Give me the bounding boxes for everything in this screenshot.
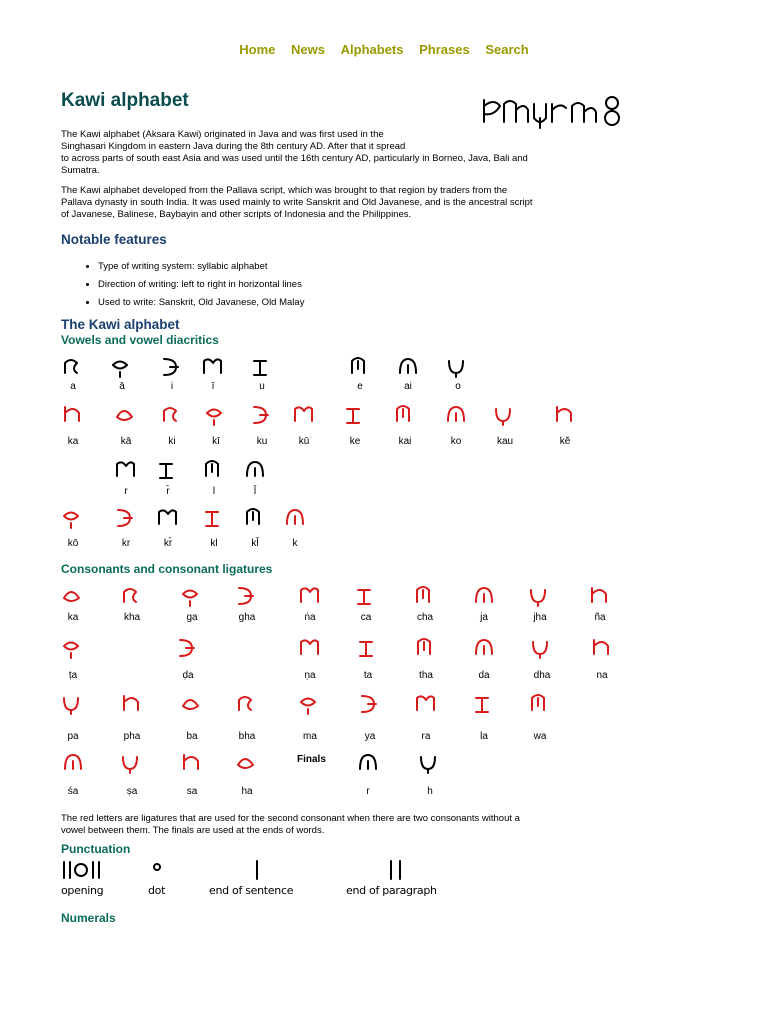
vowel-row3-label: r̄ <box>166 486 170 497</box>
vowel-row4-glyph <box>243 506 267 530</box>
vowel-row1-glyph <box>201 355 225 379</box>
cons-row3-glyph <box>414 692 438 716</box>
vowel-row4-label: kr̄ <box>163 538 173 549</box>
punct-opening-glyph <box>61 858 103 882</box>
alphabet-heading: The Kawi alphabet <box>61 317 180 332</box>
cons-row4-label: śa <box>67 786 79 797</box>
vowel-row3-label: l <box>212 486 216 497</box>
vowel-row3-glyph <box>243 458 267 482</box>
nav-home-link[interactable]: Home <box>239 42 276 57</box>
cons-row3-label: ba <box>186 731 198 742</box>
vowel-row4-glyph <box>114 506 138 530</box>
finals-row-label: h <box>427 786 433 797</box>
vowel-row1-glyph <box>110 355 134 379</box>
cons-row2-label: da <box>478 670 490 681</box>
vowel-row1-label: e <box>357 381 363 392</box>
cons-row3-glyph <box>528 692 552 716</box>
finals-row-label: r <box>366 786 370 797</box>
intro-p2-line: Pallava dynasty in south India. It was used mainly to write Sanskrit and Old Javanese, and is the ancestral script <box>61 197 533 208</box>
vowel-row3-label: r <box>124 486 128 497</box>
vowel-row3-glyph <box>114 458 138 482</box>
cons-row1-label: ga <box>186 612 198 623</box>
intro-p1-line: The Kawi alphabet (Aksara Kawi) originated in Java and was first used in the <box>61 129 384 140</box>
vowel-row2-label: ki <box>168 436 176 447</box>
punct-end-paragraph-glyph <box>387 858 405 882</box>
cons-row2-glyph <box>298 636 322 660</box>
cons-row2-label: ṇa <box>304 670 316 681</box>
intro-p1-line: Sumatra. <box>61 165 100 176</box>
cons-row2-label: tha <box>419 670 433 681</box>
cons-row1-label: kha <box>123 612 141 623</box>
cons-row3-label: pha <box>123 731 141 742</box>
vowel-row2-label: ku <box>256 436 268 447</box>
vowel-row4-glyph <box>156 506 180 530</box>
cons-row1-glyph <box>354 584 378 608</box>
vowel-row1-label: i <box>170 381 174 392</box>
cons-row2-glyph <box>356 636 380 660</box>
vowel-row1-glyph <box>160 355 184 379</box>
cons-row1-label: ca <box>360 612 372 623</box>
cons-row1-label: cha <box>416 612 434 623</box>
intro-paragraph-1 <box>61 129 621 177</box>
cons-row2-glyph <box>590 636 614 660</box>
vowel-row2-glyph <box>250 403 274 427</box>
punct-dot-glyph <box>150 860 164 874</box>
cons-row2-label: ta <box>363 670 373 681</box>
cons-row2-label: ḍa <box>182 670 194 681</box>
intro-p2-line: The Kawi alphabet developed from the Pallava script, which was brought to that region by traders from the <box>61 185 508 196</box>
vowel-row2-label: ka <box>67 436 79 447</box>
vowel-row4-glyph <box>61 506 85 530</box>
cons-row2-glyph <box>176 636 200 660</box>
cons-row4-glyph <box>180 751 204 775</box>
vowel-row2-glyph <box>204 403 228 427</box>
vowel-row2-glyph <box>393 403 417 427</box>
nav-alphabets-link[interactable]: Alphabets <box>340 42 404 57</box>
vowel-row1-label: o <box>455 381 461 392</box>
cons-row1-label: jha <box>533 612 547 623</box>
numerals-heading: Numerals <box>61 911 116 925</box>
cons-row4-label: sa <box>186 786 198 797</box>
vowel-row4-label: kl̄ <box>251 538 259 549</box>
cons-row1-glyph <box>298 584 322 608</box>
cons-row4-label: ṣa <box>126 786 138 797</box>
vowel-row2-glyph <box>114 403 138 427</box>
page-title: Kawi alphabet <box>61 90 189 111</box>
vowel-row1-label: a <box>70 381 76 392</box>
vowel-row1-glyph <box>61 355 85 379</box>
punctuation-heading: Punctuation <box>61 842 131 856</box>
vowel-row2-label: ko <box>450 436 462 447</box>
finals-row-glyph <box>356 751 380 775</box>
cons-row1-label: ka <box>67 612 79 623</box>
consonants-heading: Consonants and consonant ligatures <box>61 562 273 576</box>
cons-row3-label: wa <box>533 731 547 742</box>
cons-row2-label: ṭa <box>68 670 78 681</box>
cons-row3-glyph <box>180 692 204 716</box>
cons-row3-label: ma <box>303 731 317 742</box>
cons-row3-glyph <box>61 692 85 716</box>
vowel-row4-glyph <box>283 506 307 530</box>
vowel-row2-label: kau <box>496 436 514 447</box>
notable-features-heading: Notable features <box>61 232 167 247</box>
vowel-row1-label: u <box>259 381 265 392</box>
vowel-row1-glyph <box>396 355 420 379</box>
cons-row1-glyph <box>61 584 85 608</box>
cons-row1-label: ṅa <box>304 612 316 623</box>
vowel-row2-glyph <box>61 403 85 427</box>
cons-row1-glyph <box>588 584 612 608</box>
cons-row1-glyph <box>413 584 437 608</box>
vowel-row1-label: ī <box>211 381 215 392</box>
cons-row3-glyph <box>472 692 496 716</box>
cons-row1-label: ja <box>480 612 488 623</box>
ligature-note-line: vowel between them. The finals are used at the ends of words. <box>61 825 325 836</box>
cons-row1-glyph <box>235 584 259 608</box>
punct-end-sentence-glyph <box>250 858 264 882</box>
vowel-row2-glyph <box>493 403 517 427</box>
vowel-row2-label: kū <box>298 436 310 447</box>
vowel-row2-glyph <box>553 403 577 427</box>
cons-row3-glyph <box>358 692 382 716</box>
finals-label: Finals <box>297 754 326 765</box>
finals-row-glyph <box>418 751 442 775</box>
cons-row2-glyph <box>530 636 554 660</box>
vowel-row2-label: kai <box>398 436 412 447</box>
ligature-note-line: The red letters are ligatures that are used for the second consonant when there are two consonants without a <box>61 813 520 824</box>
vowel-row2-label: kī <box>212 436 220 447</box>
ligature-note <box>61 813 661 837</box>
vowel-row4-label: k <box>292 538 298 549</box>
intro-p1-line: Singhasari Kingdom in eastern Java during the 8th century AD. After that it spread <box>61 141 406 152</box>
cons-row1-glyph <box>180 584 204 608</box>
vowels-heading: Vowels and vowel diacritics <box>61 333 219 347</box>
cons-row3-label: pa <box>67 731 79 742</box>
cons-row4-glyph <box>61 751 85 775</box>
cons-row2-label: dha <box>533 670 551 681</box>
vowel-row2-glyph <box>292 403 316 427</box>
cons-row4-glyph <box>235 751 259 775</box>
cons-row4-label: ha <box>241 786 253 797</box>
vowel-row2-glyph <box>444 403 468 427</box>
punct-label-end-sentence: end of sentence <box>209 884 294 897</box>
vowel-row3-glyph <box>156 458 180 482</box>
vowel-row1-label: ai <box>404 381 412 392</box>
features-list <box>80 258 304 312</box>
feature-item: • Used to write: Sanskrit, Old Javanese, Old Malay <box>98 294 304 312</box>
cons-row1-glyph <box>528 584 552 608</box>
cons-row1-glyph <box>120 584 144 608</box>
vowel-row2-label: ke <box>349 436 361 447</box>
cons-row4-glyph <box>120 751 144 775</box>
punct-label-end-paragraph: end of paragraph <box>346 884 437 897</box>
cons-row3-label: ra <box>421 731 431 742</box>
nav-phrases-link[interactable]: Phrases <box>419 42 470 57</box>
cons-row3-label: la <box>480 731 488 742</box>
cons-row3-label: ya <box>364 731 376 742</box>
cons-row2-glyph <box>472 636 496 660</box>
cons-row3-glyph <box>235 692 259 716</box>
cons-row2-glyph <box>414 636 438 660</box>
cons-row2-glyph <box>61 636 85 660</box>
vowel-row4-label: kō <box>67 538 79 549</box>
vowel-row2-glyph <box>160 403 184 427</box>
feature-item: • Direction of writing: left to right in horizontal lines <box>98 276 304 294</box>
top-navigation <box>0 42 768 57</box>
cons-row3-glyph <box>120 692 144 716</box>
feature-item: • Type of writing system: syllabic alphabet <box>98 258 304 276</box>
cons-row3-label: bha <box>238 731 256 742</box>
punct-label-dot: dot <box>148 884 166 897</box>
vowel-row3-glyph <box>202 458 226 482</box>
nav-news-link[interactable]: News <box>291 42 326 57</box>
punct-label-opening: opening <box>61 884 104 897</box>
vowel-row4-label: kr <box>121 538 131 549</box>
intro-paragraph-2 <box>61 185 621 221</box>
intro-p1-line: to across parts of south east Asia and was used until the 16th century AD, particularly in Borneo, Java, Bali and <box>61 153 528 164</box>
vowel-row2-label: kĕ <box>559 436 571 447</box>
cons-row1-label: ña <box>594 612 606 623</box>
intro-p2-line: of Javanese, Balinese, Baybayin and other scripts of Indonesia and the Philippines. <box>61 209 412 220</box>
vowel-row1-glyph <box>446 355 470 379</box>
cons-row1-label: gha <box>238 612 256 623</box>
cons-row2-label: na <box>596 670 608 681</box>
vowel-row2-glyph <box>343 403 367 427</box>
vowel-row3-label: l̄ <box>253 486 257 497</box>
vowel-row4-label: kl <box>210 538 218 549</box>
vowel-row1-glyph <box>250 355 274 379</box>
cons-row1-glyph <box>472 584 496 608</box>
vowel-row2-label: kā <box>120 436 132 447</box>
cons-row3-glyph <box>298 692 322 716</box>
nav-search-link[interactable]: Search <box>485 42 529 57</box>
vowel-row1-glyph <box>348 355 372 379</box>
vowel-row1-label: ā <box>119 381 125 392</box>
vowel-row4-glyph <box>202 506 226 530</box>
